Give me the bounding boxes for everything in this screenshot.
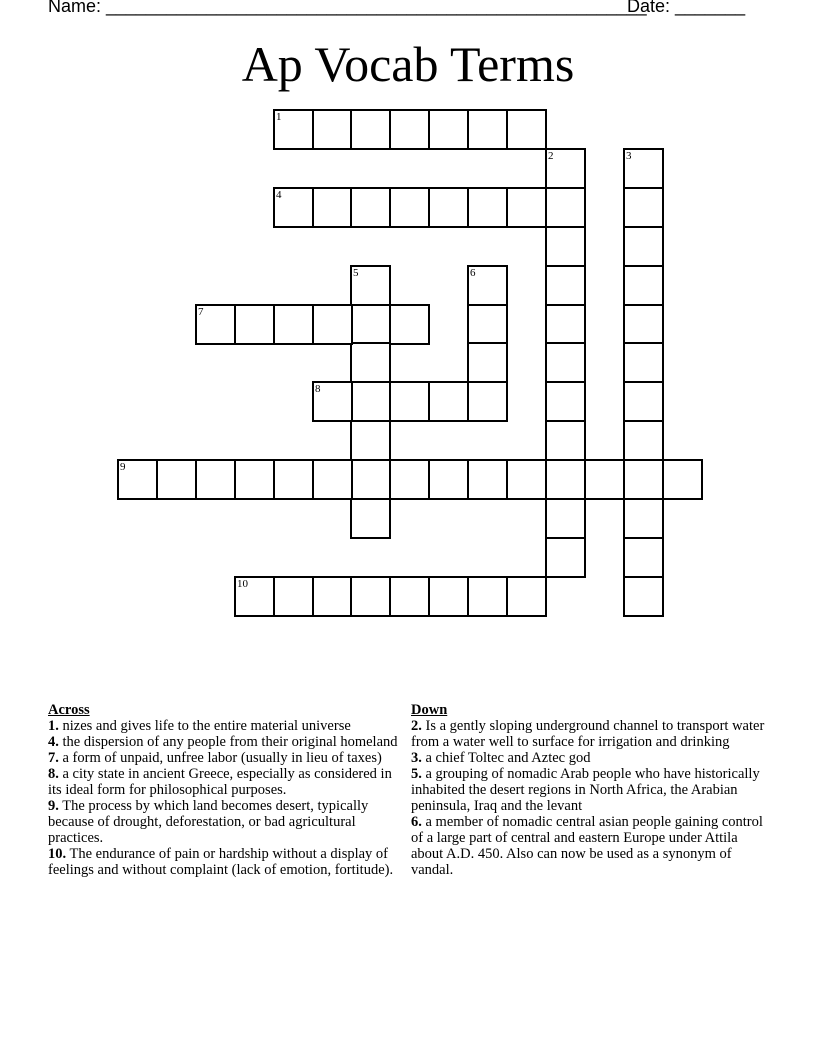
grid-cell[interactable] xyxy=(350,342,391,383)
clue-item-number: 6. xyxy=(411,814,422,830)
clue-item xyxy=(48,798,400,846)
page-title: Ap Vocab Terms xyxy=(241,36,575,92)
clue-item-number: 9. xyxy=(48,798,59,814)
clue-item-text: a grouping of nomadic Arab people who have historically inhabited the desert regions in North Africa, the Arabian peninsula, Iraq and the levant xyxy=(411,766,760,814)
grid-cell[interactable] xyxy=(467,342,508,383)
clue-item-number: 3. xyxy=(411,750,422,766)
grid-cell[interactable] xyxy=(623,265,664,306)
grid-cell[interactable] xyxy=(350,304,391,345)
grid-cell[interactable] xyxy=(545,342,586,383)
clue-item-number: 4. xyxy=(48,734,59,750)
clue-number: 3 xyxy=(626,150,632,162)
grid-cell[interactable] xyxy=(545,537,586,578)
grid-cell[interactable] xyxy=(273,109,314,150)
grid-cell[interactable] xyxy=(312,459,353,500)
grid-cell[interactable] xyxy=(545,226,586,267)
clue-item xyxy=(411,750,773,766)
grid-cell[interactable] xyxy=(234,304,275,345)
grid-cell[interactable] xyxy=(623,187,664,228)
grid-cell[interactable] xyxy=(545,304,586,345)
grid-cell[interactable] xyxy=(623,304,664,345)
clue-item xyxy=(411,814,773,878)
clue-item xyxy=(48,766,400,798)
grid-cell[interactable] xyxy=(350,265,391,306)
clue-number: 9 xyxy=(120,461,126,473)
grid-cell[interactable] xyxy=(312,109,353,150)
grid-cell[interactable] xyxy=(467,187,508,228)
clue-item-text: nizes and gives life to the entire material universe xyxy=(62,718,351,734)
clue-item xyxy=(48,718,400,734)
grid-cell[interactable] xyxy=(195,304,236,345)
down-clue-list xyxy=(411,718,773,878)
clue-item xyxy=(411,766,773,814)
grid-cell[interactable] xyxy=(273,576,314,617)
date-field[interactable]: Date: _______ xyxy=(627,0,746,16)
grid-cell[interactable] xyxy=(545,265,586,306)
grid-cell[interactable] xyxy=(467,459,508,500)
clue-item-text: the dispersion of any people from their original homeland xyxy=(62,734,398,750)
down-clues xyxy=(411,702,773,878)
grid-cell[interactable] xyxy=(506,459,547,500)
grid-cell[interactable] xyxy=(350,187,391,228)
clue-item-number: 2. xyxy=(411,718,422,734)
grid-cell[interactable] xyxy=(467,109,508,150)
grid-cell[interactable] xyxy=(428,381,469,422)
clue-number: 6 xyxy=(470,267,476,279)
clue-item-text: Is a gently sloping underground channel to transport water from a water well to surface for irrigation and drinking xyxy=(411,718,765,750)
clue-item-number: 8. xyxy=(48,766,59,782)
grid-cell[interactable] xyxy=(467,576,508,617)
grid-cell[interactable] xyxy=(234,576,275,617)
grid-cell[interactable] xyxy=(545,148,586,189)
clue-number: 4 xyxy=(276,189,282,201)
grid-cell[interactable] xyxy=(467,265,508,306)
grid-cell[interactable] xyxy=(623,226,664,267)
grid-cell[interactable] xyxy=(389,459,430,500)
grid-cell[interactable] xyxy=(117,459,158,500)
grid-cell[interactable] xyxy=(623,576,664,617)
grid-cell[interactable] xyxy=(389,304,430,345)
grid-cell[interactable] xyxy=(545,498,586,539)
clue-item-number: 1. xyxy=(48,718,59,734)
grid-cell[interactable] xyxy=(156,459,197,500)
grid-cell[interactable] xyxy=(350,498,391,539)
grid-cell[interactable] xyxy=(623,498,664,539)
clue-item-number: 10. xyxy=(48,846,67,862)
grid-cell[interactable] xyxy=(312,187,353,228)
grid-cell[interactable] xyxy=(273,459,314,500)
grid-cell[interactable] xyxy=(623,381,664,422)
grid-cell[interactable] xyxy=(545,459,586,500)
grid-cell[interactable] xyxy=(389,381,430,422)
grid-cell[interactable] xyxy=(545,420,586,461)
grid-cell[interactable] xyxy=(389,576,430,617)
clue-item xyxy=(48,846,400,878)
grid-cell[interactable] xyxy=(350,381,391,422)
grid-cell[interactable] xyxy=(312,304,353,345)
grid-cell[interactable] xyxy=(623,148,664,189)
grid-cell[interactable] xyxy=(428,576,469,617)
grid-cell[interactable] xyxy=(312,381,353,422)
grid-cell[interactable] xyxy=(506,109,547,150)
clue-number: 7 xyxy=(198,306,204,318)
grid-cell[interactable] xyxy=(506,187,547,228)
grid-cell[interactable] xyxy=(662,459,703,500)
clue-item-text: a chief Toltec and Aztec god xyxy=(425,750,591,766)
clue-number: 2 xyxy=(548,150,554,162)
across-clues xyxy=(48,702,400,878)
clue-item-text: a city state in ancient Greece, especially as considered in its ideal form for philosophical purposes. xyxy=(48,766,392,798)
grid-cell[interactable] xyxy=(350,420,391,461)
clue-number: 10 xyxy=(237,578,248,590)
grid-cell[interactable] xyxy=(350,576,391,617)
grid-cell[interactable] xyxy=(584,459,625,500)
grid-cell[interactable] xyxy=(389,187,430,228)
grid-cell[interactable] xyxy=(273,304,314,345)
grid-cell[interactable] xyxy=(467,381,508,422)
grid-cell[interactable] xyxy=(545,381,586,422)
across-clue-list xyxy=(48,718,400,878)
grid-cell[interactable] xyxy=(623,459,664,500)
clue-item-text: The process by which land becomes desert, typically because of drought, deforestation, or bad agricultural practices. xyxy=(48,798,369,846)
grid-cell[interactable] xyxy=(467,304,508,345)
grid-cell[interactable] xyxy=(506,576,547,617)
grid-cell[interactable] xyxy=(623,342,664,383)
grid-cell[interactable] xyxy=(234,459,275,500)
clue-item-text: The endurance of pain or hardship without a display of feelings and without complaint (lack of emotion, fortitude). xyxy=(48,846,394,878)
grid-cell[interactable] xyxy=(428,109,469,150)
clue-item-text: a form of unpaid, unfree labor (usually in lieu of taxes) xyxy=(62,750,382,766)
grid-cell[interactable] xyxy=(623,537,664,578)
across-heading: Across xyxy=(48,702,90,718)
grid-cell[interactable] xyxy=(428,459,469,500)
grid-cell[interactable] xyxy=(428,187,469,228)
clue-item xyxy=(48,750,400,766)
grid-cell[interactable] xyxy=(545,187,586,228)
clue-number: 8 xyxy=(315,383,321,395)
name-field[interactable]: Name: ______________________________________________________ xyxy=(48,0,647,16)
clue-item-text: a member of nomadic central asian people gaining control of a large part of central and eastern Europe under Attila about A.D. 450. Also can now be used as a synonym of vandal. xyxy=(411,814,763,878)
grid-cell[interactable] xyxy=(389,109,430,150)
clue-item xyxy=(411,718,773,750)
clue-item-number: 7. xyxy=(48,750,59,766)
clue-number: 1 xyxy=(276,111,282,123)
grid-cell[interactable] xyxy=(195,459,236,500)
grid-cell[interactable] xyxy=(312,576,353,617)
grid-cell[interactable] xyxy=(623,420,664,461)
clue-number: 5 xyxy=(353,267,359,279)
grid-cell[interactable] xyxy=(273,187,314,228)
grid-cell[interactable] xyxy=(350,459,391,500)
down-heading: Down xyxy=(411,702,448,718)
grid-cell[interactable] xyxy=(350,109,391,150)
clue-item-number: 5. xyxy=(411,766,422,782)
clue-item xyxy=(48,734,400,750)
